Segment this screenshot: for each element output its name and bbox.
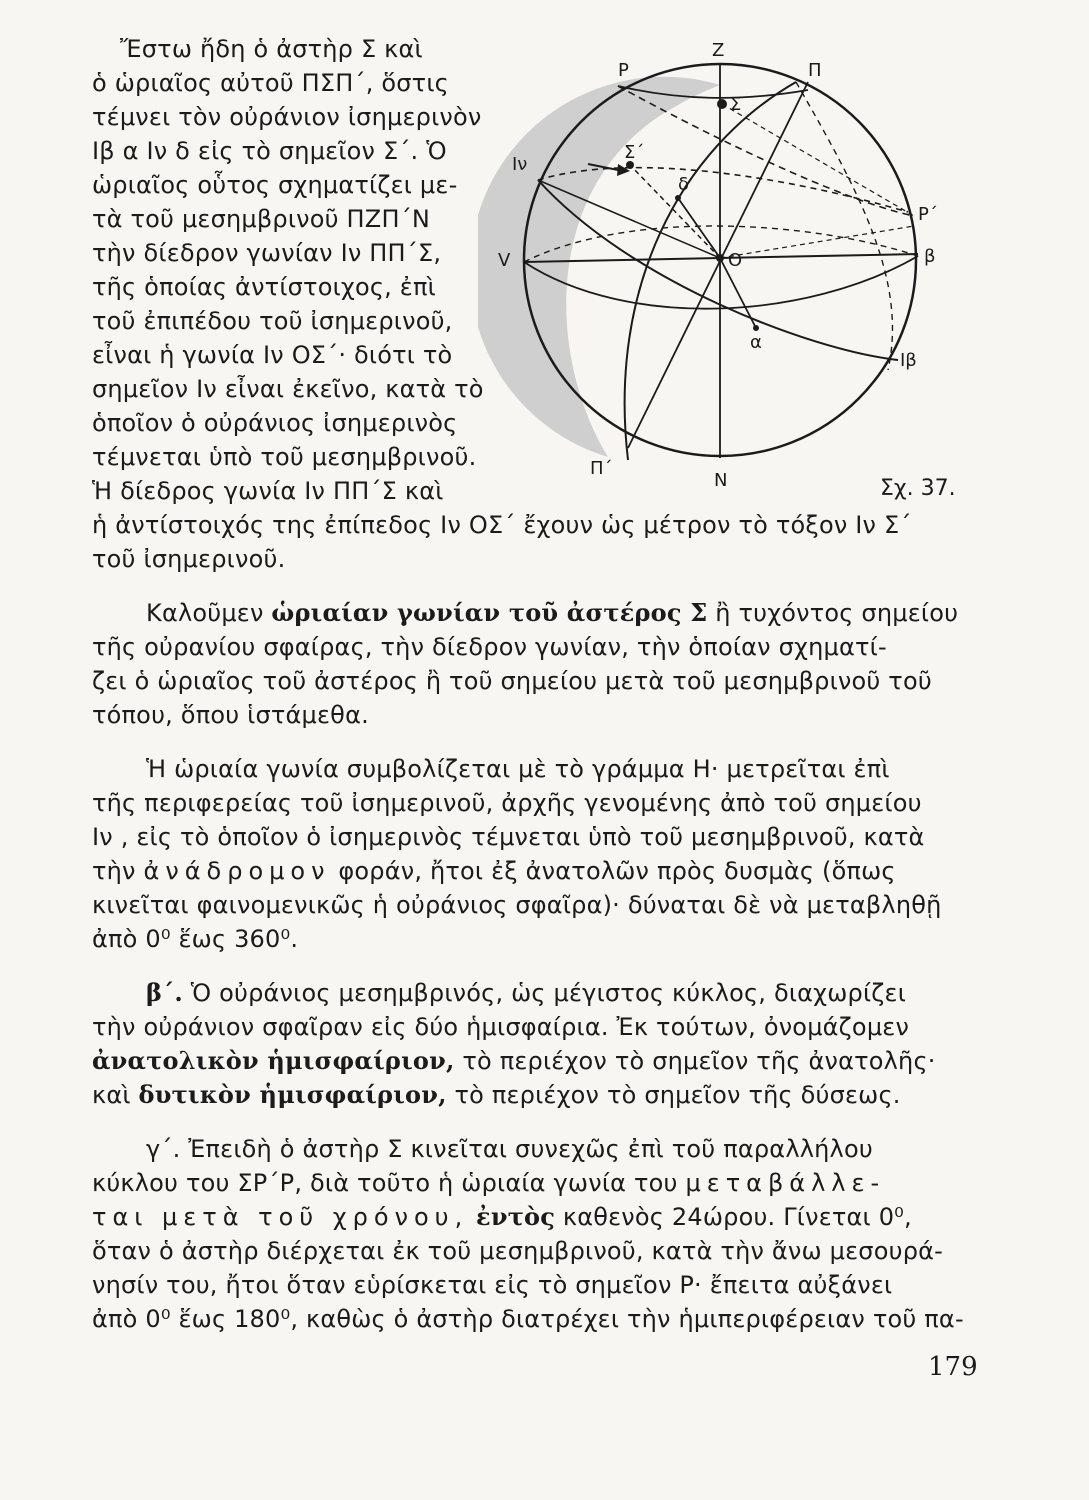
label-Z: Ζ xyxy=(712,40,725,61)
label-beta: β xyxy=(924,246,936,267)
intro-line-12: ὁποῖον ὁ οὐράνιος ἰσημερινὸς xyxy=(92,409,458,437)
gamma-line-3-rest: καθενὸς 24ώρου. Γίνεται 0⁰, xyxy=(555,1203,912,1231)
definition-line-1 xyxy=(146,598,958,628)
equator-front-arc xyxy=(538,180,898,360)
intro-line-10: εἶναι ἡ γωνία Ιν ΟΣ΄· διότι τὸ xyxy=(92,341,453,369)
point-alpha xyxy=(753,325,759,331)
gamma-line-1: γ΄. Ἐπειδὴ ὁ ἀστὴρ Σ κινεῖται συνεχῶς ἐπὶ τοῦ παραλλήλου xyxy=(146,1135,873,1163)
gamma-line-3 xyxy=(92,1202,912,1232)
beta-line-4 xyxy=(92,1080,901,1110)
label-Pprime: Ρ΄ xyxy=(918,204,938,225)
ray-O-sigma-prime xyxy=(630,165,720,258)
gamma-line-4: ὅταν ὁ ἀστὴρ διέρχεται ἐκ τοῦ μεσημβρινοῦ, κατὰ τὴν ἄνω μεσουρά- xyxy=(92,1237,944,1265)
beta-bold-east: ἀνατολικὸν ἡμισφαίριον, xyxy=(92,1046,455,1075)
beta-bold-west: δυτικὸν ἡμισφαίριον, xyxy=(138,1080,447,1109)
definition-line-2: τῆς οὐρανίου σφαίρας, τὴν δίεδρον γωνίαν, τὴν ὁποίαν σχηματί- xyxy=(92,633,887,661)
beta-line-1 xyxy=(146,978,906,1008)
gamma-line-3-mid xyxy=(468,1203,476,1231)
label-V: V xyxy=(498,250,511,271)
symbol-line-3: Ιν , εἰς τὸ ὁποῖον ὁ ἰσημερινὸς τέμνεται ὑπὸ τοῦ μεσημβρινοῦ, κατὰ xyxy=(92,823,925,851)
label-Sigma-prime: Σ΄ xyxy=(624,142,645,163)
gamma-spaced-phrase: ται μετὰ τοῦ χρόνου, xyxy=(92,1203,469,1231)
intro-line-3: τέμνει τὸν οὐράνιον ἰσημερινὸν xyxy=(92,103,482,131)
label-Ib: Ιβ xyxy=(900,350,917,371)
intro-line-16: τοῦ ἰσημερινοῦ. xyxy=(92,545,286,573)
ray-O-beta xyxy=(720,226,914,258)
symbol-line-2: τῆς περιφερείας τοῦ ἰσημερινοῦ, ἀρχῆς γενομένης ἀπὸ τοῦ σημείου xyxy=(92,789,922,817)
gamma-line-2-start: κύκλου του ΣΡ΄Ρ, διὰ τοῦτο ἡ ὡριαία γωνία του xyxy=(92,1169,686,1197)
intro-line-14: Ἡ δίεδρος γωνία Ιν ΠΠ΄Σ καὶ xyxy=(92,477,444,505)
polar-axis-PiPiprime xyxy=(628,82,808,448)
label-alpha: α xyxy=(750,332,762,353)
beta-line-4-start: καὶ xyxy=(92,1081,139,1109)
label-N: Ν xyxy=(714,470,728,491)
beta-line-2: τὴν οὐράνιον σφαῖραν εἰς δύο ἡμισφαίρια. Ἐκ τούτων, ὀνομάζομεν xyxy=(92,1013,910,1041)
page-number: 179 xyxy=(928,1352,978,1382)
definition-line-3: ζει ὁ ὡριαῖος τοῦ ἀστέρος ἢ τοῦ σημείου μετὰ τοῦ μεσημβρινοῦ τοῦ xyxy=(92,667,932,695)
point-O xyxy=(716,254,724,262)
intro-line-6: τὰ τοῦ μεσημβρινοῦ ΠΖΠ΄Ν xyxy=(92,205,431,233)
definition-line-4: τόπου, ὅπου ἱστάμεθα. xyxy=(92,701,369,729)
symbol-line-4 xyxy=(92,856,896,886)
intro-line-8: τῆς ὁποίας ἀντίστοιχος, ἐπὶ xyxy=(92,273,436,301)
symbol-line-5: κινεῖται φαινομενικῶς ἡ οὐράνιος σφαῖρα)· δύναται δὲ νὰ μεταβληθῇ xyxy=(92,891,942,919)
beta-line-3 xyxy=(92,1046,936,1076)
intro-line-15: ἡ ἀντίστοιχός της ἐπίπεδος Ιν ΟΣ΄ ἔχουν ὡς μέτρον τὸ τόξον Ιν Σ΄ xyxy=(92,511,912,539)
intro-line-11: σημεῖον Ιν εἶναι ἐκεῖνο, κατὰ τὸ xyxy=(92,375,484,403)
horizon-front-arc xyxy=(524,256,918,309)
symbol-line-1: Ἡ ὡριαία γωνία συμβολίζεται μὲ τὸ γράμμα Η· μετρεῖται ἐπὶ xyxy=(146,755,890,783)
celestial-sphere-figure xyxy=(478,30,978,500)
point-sigma xyxy=(717,99,727,109)
intro-line-1: Ἔστω ἤδη ὁ ἀστὴρ Σ καὶ xyxy=(120,35,423,63)
shaded-hemisphere-region xyxy=(478,77,720,457)
beta-line-3-rest: τὸ περιέχον τὸ σημεῖον τῆς ἀνατολῆς· xyxy=(454,1047,936,1075)
beta-line-4-rest: τὸ περιέχον τὸ σημεῖον τῆς δύσεως. xyxy=(446,1081,901,1109)
symbol-line-4-end: φοράν, ἤτοι ἐξ ἀνατολῶν πρὸς δυσμὰς (ὅπως xyxy=(330,857,896,885)
hour-circle-back xyxy=(796,82,892,370)
intro-line-4: Ιβ α Ιν δ εἰς τὸ σημεῖον Σ΄. Ὁ xyxy=(92,137,447,165)
gamma-bold-word: ἐντὸς xyxy=(476,1202,556,1231)
gamma-spaced-word: μεταβάλλε- xyxy=(685,1169,886,1197)
symbol-spaced-word: ἀνάδρομον xyxy=(143,857,331,885)
label-Pi: Π xyxy=(808,60,822,81)
definition-bold-term: ὡριαίαν γωνίαν τοῦ ἀστέρος Σ xyxy=(271,598,708,627)
intro-line-7: τὴν δίεδρον γωνίαν Ιν ΠΠ΄Σ, xyxy=(92,239,442,267)
label-Sigma: Σ xyxy=(730,94,742,115)
label-In: Ιν xyxy=(512,154,528,175)
label-Piprime: Π΄ xyxy=(590,458,613,479)
point-delta xyxy=(675,195,681,201)
gamma-line-5: νησίν του, ἤτοι ὅταν εὑρίσκεται εἰς τὸ σημεῖον Ρ· ἔπειτα αὐξάνει xyxy=(92,1271,893,1299)
intro-line-13: τέμνεται ὑπὸ τοῦ μεσημβρινοῦ. xyxy=(92,443,477,471)
beta-line-1-rest: Ὁ οὐράνιος μεσημβρινός, ὡς μέγιστος κύκλος, διαχωρίζει xyxy=(182,979,907,1007)
symbol-line-6: ἀπὸ 0⁰ ἕως 360⁰. xyxy=(92,925,299,953)
beta-marker: β΄. xyxy=(146,978,183,1007)
definition-line-1-start: Καλοῦμεν xyxy=(146,599,272,627)
label-P: Ρ xyxy=(618,60,629,81)
gamma-line-6: ἀπὸ 0⁰ ἕως 180⁰, καθὼς ὁ ἀστὴρ διατρέχει τὴν ἡμιπεριφέρειαν τοῦ πα- xyxy=(92,1305,964,1333)
intro-line-5: ὡριαῖος οὗτος σχηματίζει με- xyxy=(92,171,458,199)
gamma-line-2 xyxy=(92,1168,885,1198)
definition-line-1-end: ἢ τυχόντος σημείου xyxy=(707,599,959,627)
figure-caption: Σχ. 37. xyxy=(880,476,956,501)
intro-line-2: ὁ ὡριαῖος αὐτοῦ ΠΣΠ΄, ὅστις xyxy=(92,69,449,97)
intro-line-9: τοῦ ἐπιπέδου τοῦ ἰσημερινοῦ, xyxy=(92,307,453,335)
label-delta: δ xyxy=(678,174,690,195)
label-O: Ο xyxy=(728,250,743,271)
symbol-line-4-start: τὴν xyxy=(92,857,144,885)
